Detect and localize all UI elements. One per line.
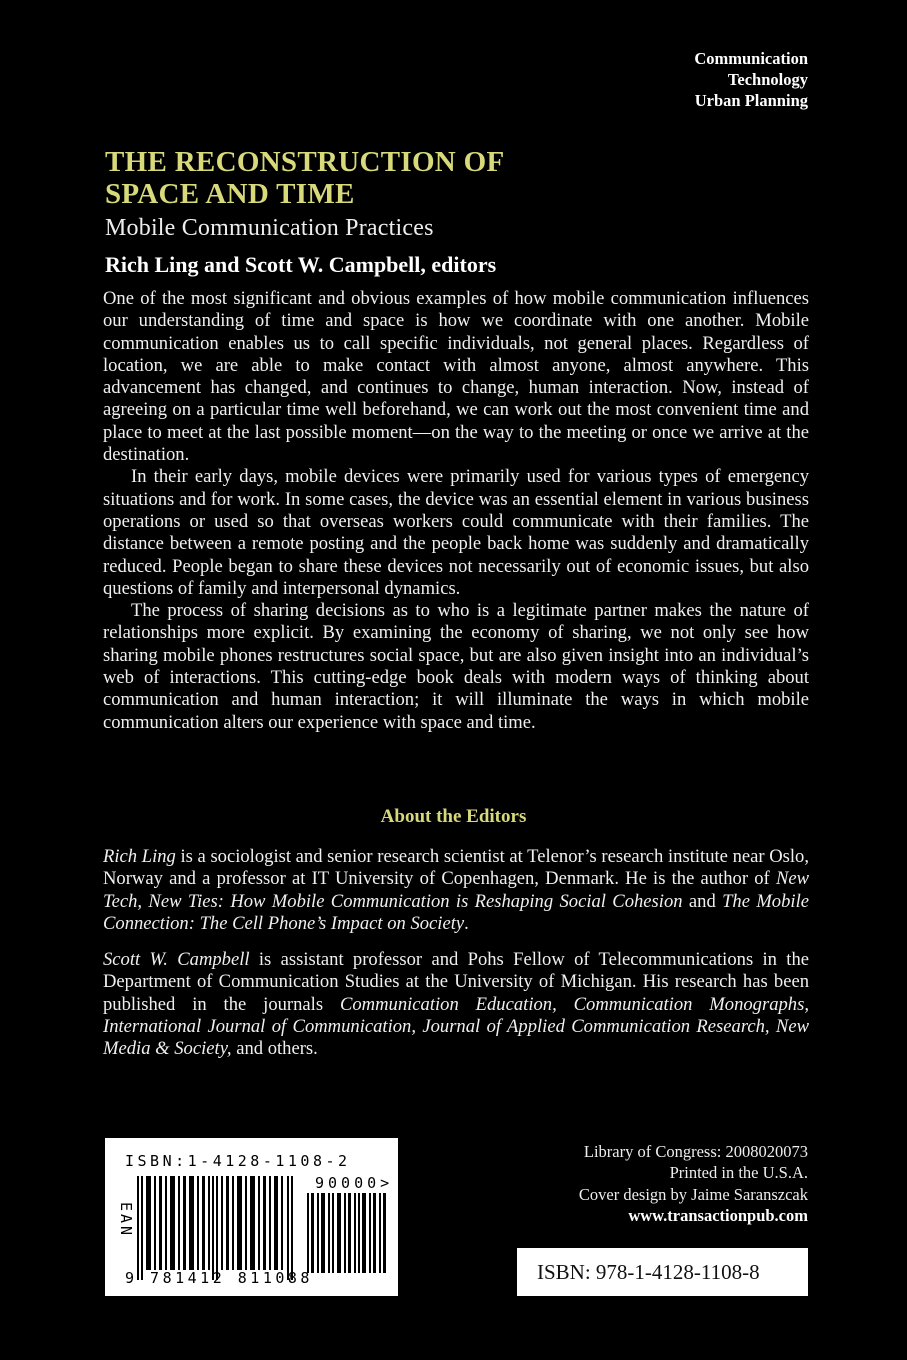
about-editors-heading: About the Editors xyxy=(380,806,527,827)
subject-communication: Communication xyxy=(694,49,808,68)
barcode-addon-bars-icon xyxy=(307,1193,387,1273)
bio-name: Scott W. Campbell xyxy=(103,949,250,970)
printed-in: Printed in the U.S.A. xyxy=(669,1163,808,1183)
barcode-ean-label: EAN xyxy=(117,1202,135,1239)
barcode-isbn10: ISBN:1-4128-1108-2 xyxy=(125,1152,351,1170)
subject-urban-planning: Urban Planning xyxy=(694,91,808,110)
bio-book-title: The Mobile Connection: The Cell Phone’s Impact on Society xyxy=(103,890,809,934)
bio-text: is assistant professor and Pohs Fellow of Telecommunications in the Department of Communication Studies at the University of Michigan. His research has been published in the journals xyxy=(103,949,809,1015)
book-editors: Rich Ling and Scott W. Campbell, editors xyxy=(105,252,497,277)
bio-journals: Communication Education, Communication Monographs, International Journal of Communication, Journal of Applied Communication Research, New Media & Society, xyxy=(103,993,809,1060)
bio-name: Rich Ling xyxy=(103,846,176,867)
description-paragraph-3: The process of sharing decisions as to who is a legitimate partner makes the nature of relationships more explicit. By examining the economy of sharing, we not only see how sharing mobile phones restructures social space, but are also given insight into an individual’s web of interactions. This cutting-edge book deals with modern ways of thinking about communication and human interaction; it will illuminate the ways in which mobile communication alters our experience with space and time. xyxy=(103,600,809,733)
cover-design-credit: Cover design by Jaime Saranszcak xyxy=(578,1184,808,1204)
editor-bio-scott-campbell xyxy=(103,949,809,1060)
book-description xyxy=(103,288,809,734)
bio-text: . xyxy=(464,912,469,934)
book-title xyxy=(105,146,705,210)
isbn13-box: ISBN: 978-1-4128-1108-8 xyxy=(517,1248,808,1296)
bio-text: is a sociologist and senior research scientist at Telenor’s research institute near Oslo, Norway and a professor at IT University of Copenhagen, Denmark. He is the author of xyxy=(103,846,809,890)
barcode-addon-digits: 90000> xyxy=(315,1174,394,1192)
title-line-1: THE RECONSTRUCTION OF xyxy=(105,146,505,178)
description-paragraph-2: In their early days, mobile devices were primarily used for various types of emergency situations and for work. In some cases, the device was an essential element in various business operations or used so that overseas workers could communicate with their families. The distance between a remote posting and the people back home was suddenly and dramatically reduced. People began to share these devices not necessarily out of economic issues, but also questions of family and interpersonal dynamics. xyxy=(103,466,809,599)
library-of-congress: Library of Congress: 2008020073 xyxy=(583,1142,808,1161)
barcode-bars-icon xyxy=(137,1176,293,1280)
subject-categories xyxy=(694,48,808,111)
imprint-info xyxy=(579,1141,808,1226)
title-line-2: SPACE AND TIME xyxy=(105,178,355,210)
subject-technology: Technology xyxy=(727,70,808,89)
bio-text: and xyxy=(682,890,723,912)
publisher-url: www.transactionpub.com xyxy=(628,1205,808,1225)
editor-bio-rich-ling xyxy=(103,846,809,935)
bio-text: and others. xyxy=(231,1038,318,1060)
bio-book-title: New Tech, New Ties: How Mobile Communication is Reshaping Social Cohesion xyxy=(103,868,809,912)
barcode xyxy=(105,1138,398,1296)
book-subtitle: Mobile Communication Practices xyxy=(105,215,434,241)
description-paragraph-1: One of the most significant and obvious examples of how mobile communication influences our understanding of time and space is how we coordinate with one another. Mobile communication enables us to call specific individuals, not general places. Regardless of location, we are able to make contact with almost anyone, almost anywhere. This advancement has changed, and continues to change, human interaction. Now, instead of agreeing on a particular time well beforehand, we can work out the most convenient time and place to meet at the last possible moment—on the way to the meeting or once we arrive at the destination. xyxy=(103,288,809,466)
barcode-ean13-digits: 9 781412 811088 xyxy=(125,1269,313,1287)
